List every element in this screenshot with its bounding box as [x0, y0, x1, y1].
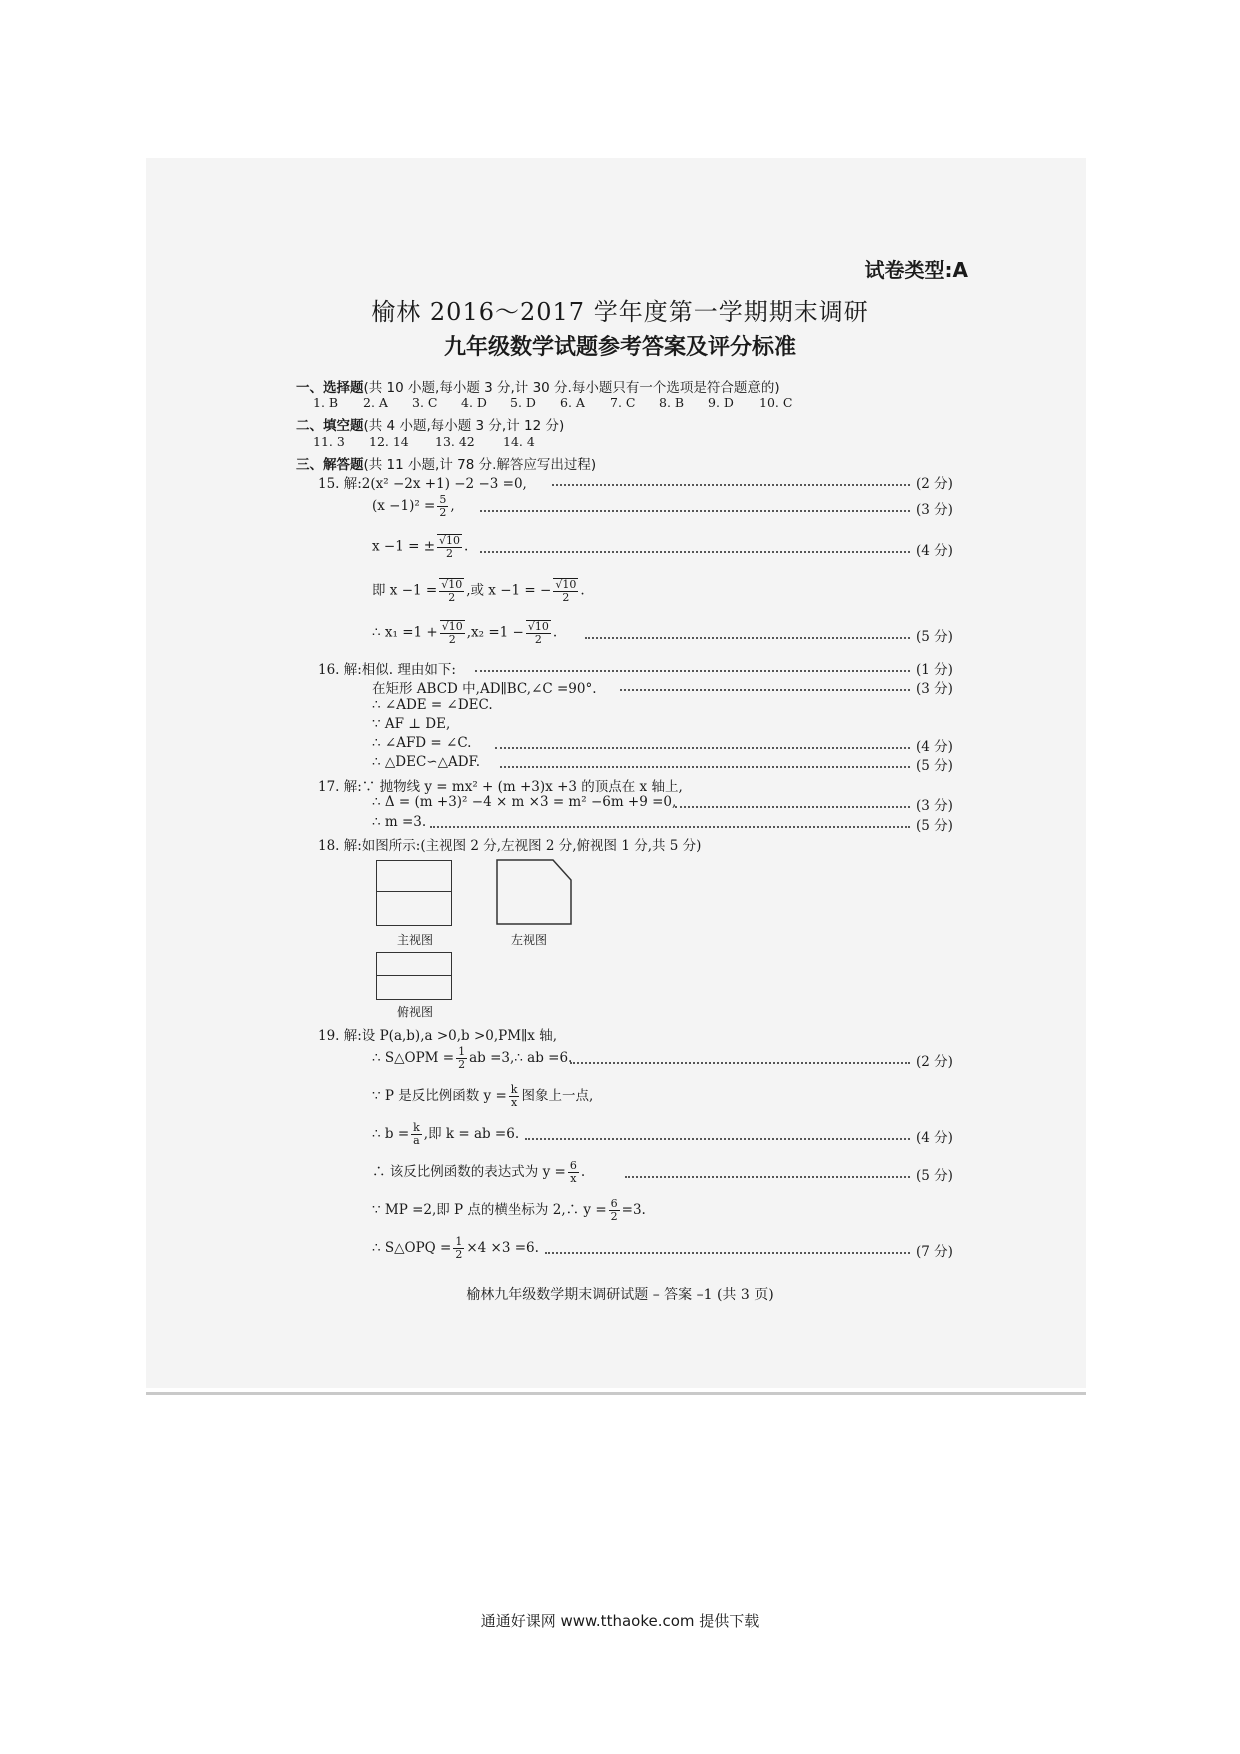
fraction: [411, 1122, 422, 1147]
q17-line1: 17. 解:∵ 抛物线 y = mx² + (m +3)x +3 的顶点在 x 轴上,: [318, 779, 683, 795]
numerator: √10: [439, 534, 461, 547]
q16-line5: ∴ ∠AFD = ∠C.: [372, 735, 472, 751]
expr-text: .: [464, 538, 469, 555]
q16-line2: 在矩形 ABCD 中,AD∥BC,∠C =90°.: [372, 681, 597, 697]
leader-dots: [625, 1176, 910, 1178]
q19-line3: [372, 1084, 593, 1109]
expr-text: ,或 x −1 = −: [466, 582, 552, 599]
denominator: 2: [446, 547, 454, 560]
leader-dots: [570, 1062, 910, 1064]
top-view-label: 俯视图: [397, 1005, 434, 1019]
answer-12: 12. 14: [369, 434, 409, 449]
q19-line4: [372, 1122, 519, 1147]
denominator: 2: [455, 1248, 463, 1261]
answer-6: 6. A: [560, 395, 585, 410]
section2-heading: [296, 414, 564, 434]
numerator: √10: [441, 578, 463, 591]
answer-8: 8. B: [659, 395, 685, 410]
expr-text: ∴ x₁ =1 +: [372, 624, 438, 641]
q16-line4: ∵ AF ⊥ DE,: [372, 716, 451, 732]
q16-line1: 16. 解:相似. 理由如下:: [318, 662, 456, 678]
q19-line5: [372, 1160, 585, 1185]
score-label: (1 分): [916, 662, 953, 678]
score-label: (5 分): [916, 758, 953, 774]
numerator: 1: [458, 1045, 466, 1058]
numerator: 5: [439, 493, 447, 506]
leader-dots: [480, 510, 910, 512]
section1-answers: [313, 395, 792, 410]
left-view-outline: [497, 860, 571, 924]
q16-line3: ∴ ∠ADE = ∠DEC.: [372, 697, 493, 713]
expr-text: ∵ MP =2,即 P 点的横坐标为 2,∴ y =: [372, 1202, 607, 1218]
section2-title: 二、填空题: [296, 418, 364, 434]
score-label: (4 分): [916, 543, 953, 559]
numerator: k: [413, 1121, 420, 1134]
q17-line2: ∴ Δ = (m +3)² −4 × m ×3 = m² −6m +9 =0,: [372, 794, 677, 810]
score-label: (5 分): [916, 818, 953, 834]
expr-text: x −1 = ±: [372, 538, 436, 555]
numerator: √10: [527, 620, 549, 633]
score-label: (2 分): [916, 1054, 953, 1070]
denominator: 2: [562, 591, 570, 604]
paper-type: 试卷类型:A: [864, 258, 968, 282]
expr-text: ∵ P 是反比例函数 y =: [372, 1088, 507, 1104]
q19-line2: [372, 1046, 572, 1071]
expr-text: =3.: [621, 1202, 646, 1218]
fraction: [509, 1084, 520, 1109]
q17-line3: ∴ m =3.: [372, 814, 427, 830]
fraction: [439, 578, 464, 604]
expr-text: 即 x −1 =: [372, 582, 438, 599]
expr-text: 图象上一点,: [521, 1088, 594, 1104]
fraction: [526, 620, 551, 646]
score-label: (5 分): [916, 629, 953, 645]
section3-heading: [296, 453, 596, 473]
section1-title: 一、选择题: [296, 380, 364, 396]
score-label: (3 分): [916, 681, 953, 697]
section3-note: (共 11 小题,计 78 分.解答应写出过程): [363, 457, 597, 473]
expr-text: ∴ b =: [372, 1126, 410, 1142]
answer-5: 5. D: [510, 395, 536, 410]
score-label: (3 分): [916, 798, 953, 814]
expr-text: ,x₂ =1 −: [466, 624, 524, 641]
answer-11: 11. 3: [313, 434, 345, 449]
answer-13: 13. 42: [435, 434, 475, 449]
expr-text: ab =3,∴ ab =6.: [469, 1050, 573, 1066]
leader-dots: [495, 747, 910, 749]
q15-line1: 15. 解:2(x² −2x +1) −2 −3 =0,: [318, 476, 527, 492]
expr-text: ,: [450, 498, 455, 514]
leader-dots: [525, 1138, 910, 1140]
section1-heading: [296, 376, 780, 396]
left-view-figure: [495, 858, 575, 928]
page-separator: [146, 1392, 1086, 1395]
answer-3: 3. C: [412, 395, 438, 410]
score-label: (2 分): [916, 476, 953, 492]
denominator: 2: [534, 633, 542, 646]
answer-7: 7. C: [610, 395, 636, 410]
numerator: √10: [441, 620, 463, 633]
q18-line1: 18. 解:如图所示:(主视图 2 分,左视图 2 分,俯视图 1 分,共 5 分): [318, 838, 702, 854]
denominator: 2: [448, 591, 456, 604]
denominator: x: [511, 1096, 518, 1109]
denominator: 2: [458, 1058, 466, 1071]
denominator: 2: [439, 506, 447, 519]
fraction: [437, 534, 462, 560]
expr-text: .: [580, 1164, 586, 1180]
fraction: [609, 1198, 620, 1223]
q15-line3: [372, 534, 468, 560]
top-view-figure: [376, 952, 452, 1000]
leader-dots: [585, 637, 910, 639]
figure-divider: [377, 891, 451, 892]
section2-note: (共 4 小题,每小题 3 分,计 12 分): [363, 418, 565, 434]
page-footer: 榆林九年级数学期末调研试题 – 答案 –1 (共 3 页): [466, 1287, 774, 1303]
answer-14: 14. 4: [503, 434, 535, 449]
numerator: 6: [610, 1197, 618, 1210]
fraction: [437, 494, 448, 519]
front-view-figure: [376, 860, 452, 926]
fraction: [456, 1046, 467, 1071]
denominator: 2: [448, 633, 456, 646]
expr-text: .: [580, 582, 585, 599]
q15-line5: [372, 620, 557, 646]
q16-line6: ∴ △DEC∽△ADF.: [372, 754, 481, 770]
answer-4: 4. D: [461, 395, 487, 410]
numerator: 1: [455, 1235, 463, 1248]
left-view-label: 左视图: [511, 933, 548, 947]
leader-dots: [552, 484, 910, 486]
page-subtitle: 九年级数学试题参考答案及评分标准: [443, 335, 796, 360]
score-label: (3 分): [916, 502, 953, 518]
score-label: (5 分): [916, 1168, 953, 1184]
denominator: 2: [610, 1210, 618, 1223]
section3-title: 三、解答题: [296, 457, 364, 473]
q19-line6: [372, 1198, 646, 1223]
leader-dots: [620, 689, 910, 691]
fraction: [568, 1160, 579, 1185]
leader-dots: [500, 766, 910, 768]
answer-9: 9. D: [708, 395, 734, 410]
q19-line1: 19. 解:设 P(a,b),a >0,b >0,PM∥x 轴,: [318, 1028, 557, 1044]
q15-line2: [372, 494, 455, 519]
expr-text: ,即 k = ab =6.: [423, 1126, 520, 1142]
leader-dots: [430, 826, 910, 828]
score-label: (7 分): [916, 1244, 953, 1260]
page-title: 榆林 2016～2017 学年度第一学期期末调研: [371, 298, 869, 326]
answer-2: 2. A: [363, 395, 388, 410]
score-label: (4 分): [916, 739, 953, 755]
q15-line4: [372, 578, 585, 604]
expr-text: ∴ 该反比例函数的表达式为 y =: [372, 1164, 566, 1180]
expr-text: ∴ S△OPM =: [372, 1050, 455, 1066]
expr-text: ∴ S△OPQ =: [372, 1240, 452, 1256]
expr-text: .: [552, 624, 558, 641]
denominator: x: [570, 1172, 577, 1185]
score-label: (4 分): [916, 1130, 953, 1146]
numerator: √10: [555, 578, 577, 591]
fraction: [440, 620, 465, 646]
leader-dots: [545, 1252, 910, 1254]
front-view-label: 主视图: [397, 933, 434, 947]
answer-1: 1. B: [313, 395, 339, 410]
numerator: 6: [569, 1159, 577, 1172]
download-credit: 通通好课网 www.tthaoke.com 提供下载: [480, 1612, 760, 1630]
leader-dots: [475, 670, 910, 672]
section2-answers: [313, 434, 535, 449]
numerator: k: [510, 1083, 518, 1096]
figure-divider: [377, 975, 451, 976]
answer-10: 10. C: [759, 395, 793, 410]
leader-dots: [675, 806, 910, 808]
fraction: [553, 578, 578, 604]
leader-dots: [480, 551, 910, 553]
section1-note: (共 10 小题,每小题 3 分,计 30 分.每小题只有一个选项是符合题意的): [363, 380, 780, 396]
fraction: [453, 1236, 464, 1261]
expr-text: ×4 ×3 =6.: [466, 1240, 539, 1256]
expr-text: (x −1)² =: [372, 498, 436, 514]
denominator: a: [413, 1134, 420, 1147]
q19-line7: [372, 1236, 539, 1261]
